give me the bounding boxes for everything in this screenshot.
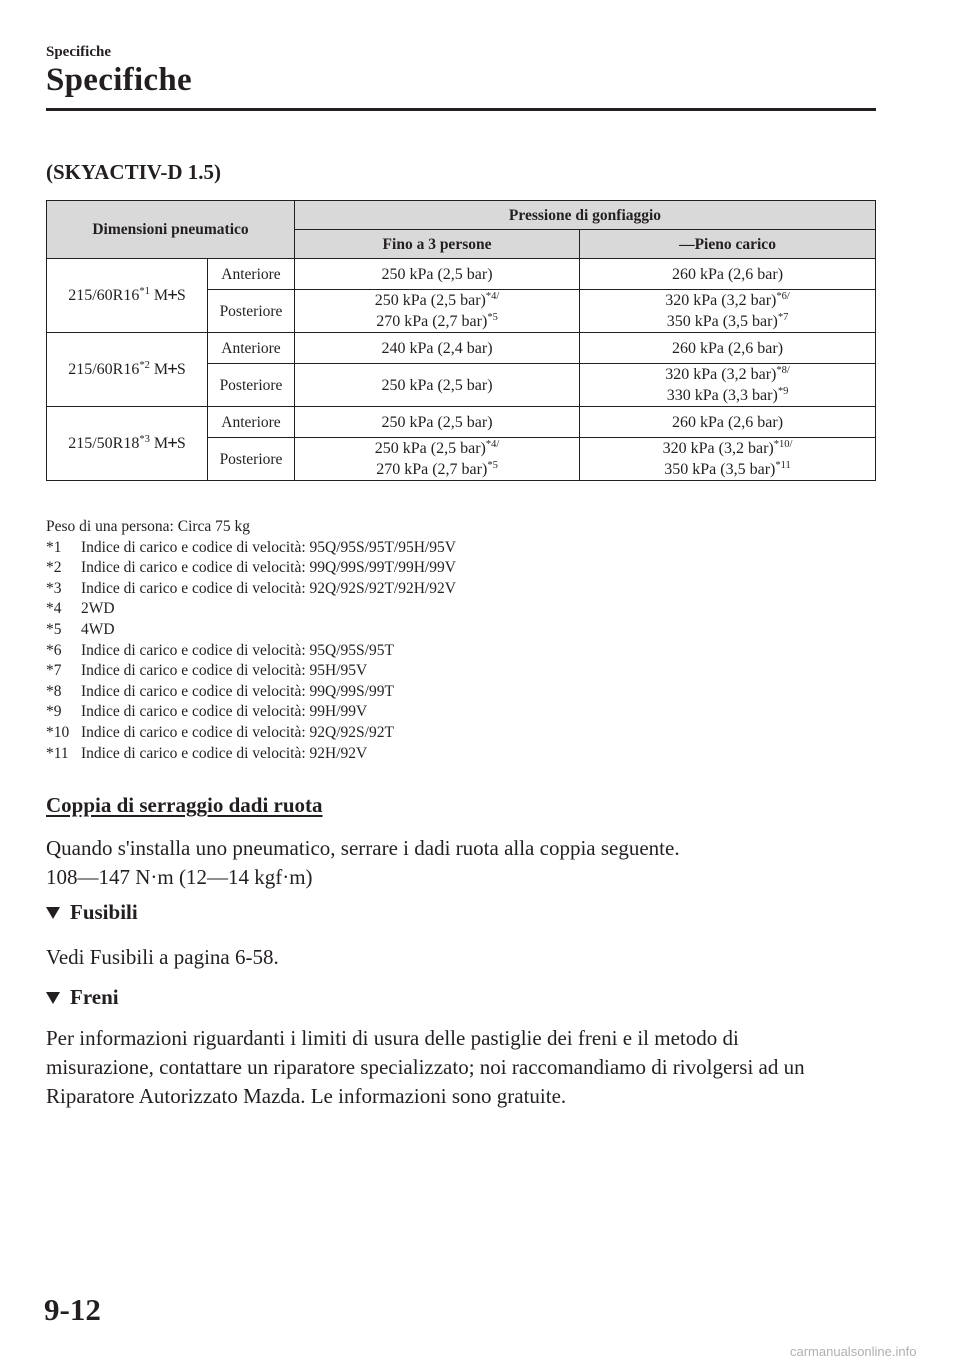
fuses-heading: Fusibili — [46, 900, 138, 925]
triangle-bullet-icon — [46, 992, 60, 1004]
mud-snow-mark: M+S — [153, 359, 186, 380]
footnote-item: *10 Indice di carico e codice di velocità: 92Q/92S/92T — [46, 723, 394, 741]
pressure-value: 260 kPa (2,6 bar) — [580, 333, 876, 364]
pressure-value: 320 kPa (3,2 bar)$^{*6/}$ 350 kPa (3,5 bar)$^{*7}$ — [580, 290, 876, 333]
section-header-small: Specifiche — [46, 44, 111, 60]
plus-icon: + — [167, 359, 178, 380]
section-header-title: Specifiche — [46, 62, 192, 98]
pressure-value: 320 kPa (3,2 bar)$^{*10/}$ 350 kPa (3,5 bar)$^{*11}$ — [580, 438, 876, 481]
torque-heading: Coppia di serraggio dadi ruota — [46, 793, 323, 817]
tire-size-cell — [47, 333, 208, 407]
mud-snow-mark: M+S — [153, 285, 186, 306]
person-weight-note: Peso di una persona: Circa 75 kg — [46, 518, 251, 535]
engine-title: (SKYACTIV-D 1.5) — [46, 160, 222, 184]
brakes-text: Per informazioni riguardanti i limiti di usura delle pastiglie dei freni e il metodo di misurazione, contattare un riparatore specializzato; noi raccomandiamo di rivolgersi ad un Riparatore Autorizzato Mazda. Le informazioni sono gratuite. — [46, 1026, 805, 1108]
footnote-mark: *2 — [139, 360, 150, 371]
footnote-item: *4 2WD — [46, 600, 115, 618]
brakes-heading: Freni — [46, 985, 119, 1010]
pressure-value: 320 kPa (3,2 bar)$^{*8/}$ 330 kPa (3,3 bar)$^{*9}$ — [580, 364, 876, 407]
plus-icon: + — [167, 433, 178, 454]
footnote-item: *8 Indice di carico e codice di velocità: 99Q/99S/99T — [46, 682, 394, 700]
axle-label: Anteriore — [208, 259, 295, 290]
tire-size-cell — [47, 259, 208, 333]
fuses-text: Vedi Fusibili a pagina 6-58. — [46, 945, 279, 969]
tire-size: 215/50R18 — [68, 435, 140, 452]
tire-pressure-table — [46, 200, 876, 481]
pressure-value: 250 kPa (2,5 bar)$^{*4/}$ 270 kPa (2,7 bar)$^{*5}$ — [295, 438, 580, 481]
page-number: 9-12 — [44, 1292, 101, 1327]
header-rule — [46, 108, 876, 111]
footnote-item: *5 4WD — [46, 620, 115, 638]
footnote-item: *2 Indice di carico e codice di velocità: 99Q/99S/99T/99H/99V — [46, 559, 456, 577]
table-row — [47, 333, 876, 364]
footnote-item: *6 Indice di carico e codice di velocità: 95Q/95S/95T — [46, 641, 394, 659]
pressure-value: 250 kPa (2,5 bar) — [295, 259, 580, 290]
col-header-up-to-3: Fino a 3 persone — [295, 230, 580, 259]
axle-label: Posteriore — [208, 290, 295, 333]
col-header-pressure: Pressione di gonfiaggio — [295, 201, 876, 230]
footnotes — [46, 517, 456, 764]
footnote-mark: *1 — [139, 286, 150, 297]
col-header-tire-size: Dimensioni pneumatico — [47, 201, 295, 259]
tire-size: 215/60R16 — [68, 361, 140, 378]
pressure-value: 250 kPa (2,5 bar) — [295, 364, 580, 407]
footnote-item: *1 Indice di carico e codice di velocità: 95Q/95S/95T/95H/95V — [46, 538, 456, 556]
axle-label: Posteriore — [208, 438, 295, 481]
footnote-item: *9 Indice di carico e codice di velocità: 99H/99V — [46, 703, 368, 721]
table-row — [47, 407, 876, 438]
watermark: carmanualsonline.info — [790, 1344, 917, 1359]
tire-size: 215/60R16 — [68, 287, 140, 304]
footnote-mark: *3 — [139, 434, 150, 445]
axle-label: Anteriore — [208, 333, 295, 364]
pressure-value: 250 kPa (2,5 bar)$^{*4/}$ 270 kPa (2,7 bar)$^{*5}$ — [295, 290, 580, 333]
table-row — [47, 259, 876, 290]
pressure-value: 240 kPa (2,4 bar) — [295, 333, 580, 364]
pressure-value: 260 kPa (2,6 bar) — [580, 259, 876, 290]
col-header-full-load: ―Pieno carico — [580, 230, 876, 259]
footnote-item: *3 Indice di carico e codice di velocità: 92Q/92S/92T/92H/92V — [46, 579, 456, 597]
plus-icon: + — [167, 285, 178, 306]
footnote-item: *7 Indice di carico e codice di velocità: 95H/95V — [46, 662, 368, 680]
triangle-bullet-icon — [46, 907, 60, 919]
pressure-value: 260 kPa (2,6 bar) — [580, 407, 876, 438]
pressure-value: 250 kPa (2,5 bar) — [295, 407, 580, 438]
torque-text: Quando s'installa uno pneumatico, serrare i dadi ruota alla coppia seguente. 108―147 N·m (12―14 kgf·m) — [46, 836, 680, 889]
axle-label: Anteriore — [208, 407, 295, 438]
tire-size-cell — [47, 407, 208, 481]
footnote-item: *11 Indice di carico e codice di velocità: 92H/92V — [46, 744, 368, 762]
mud-snow-mark: M+S — [153, 433, 186, 454]
axle-label: Posteriore — [208, 364, 295, 407]
